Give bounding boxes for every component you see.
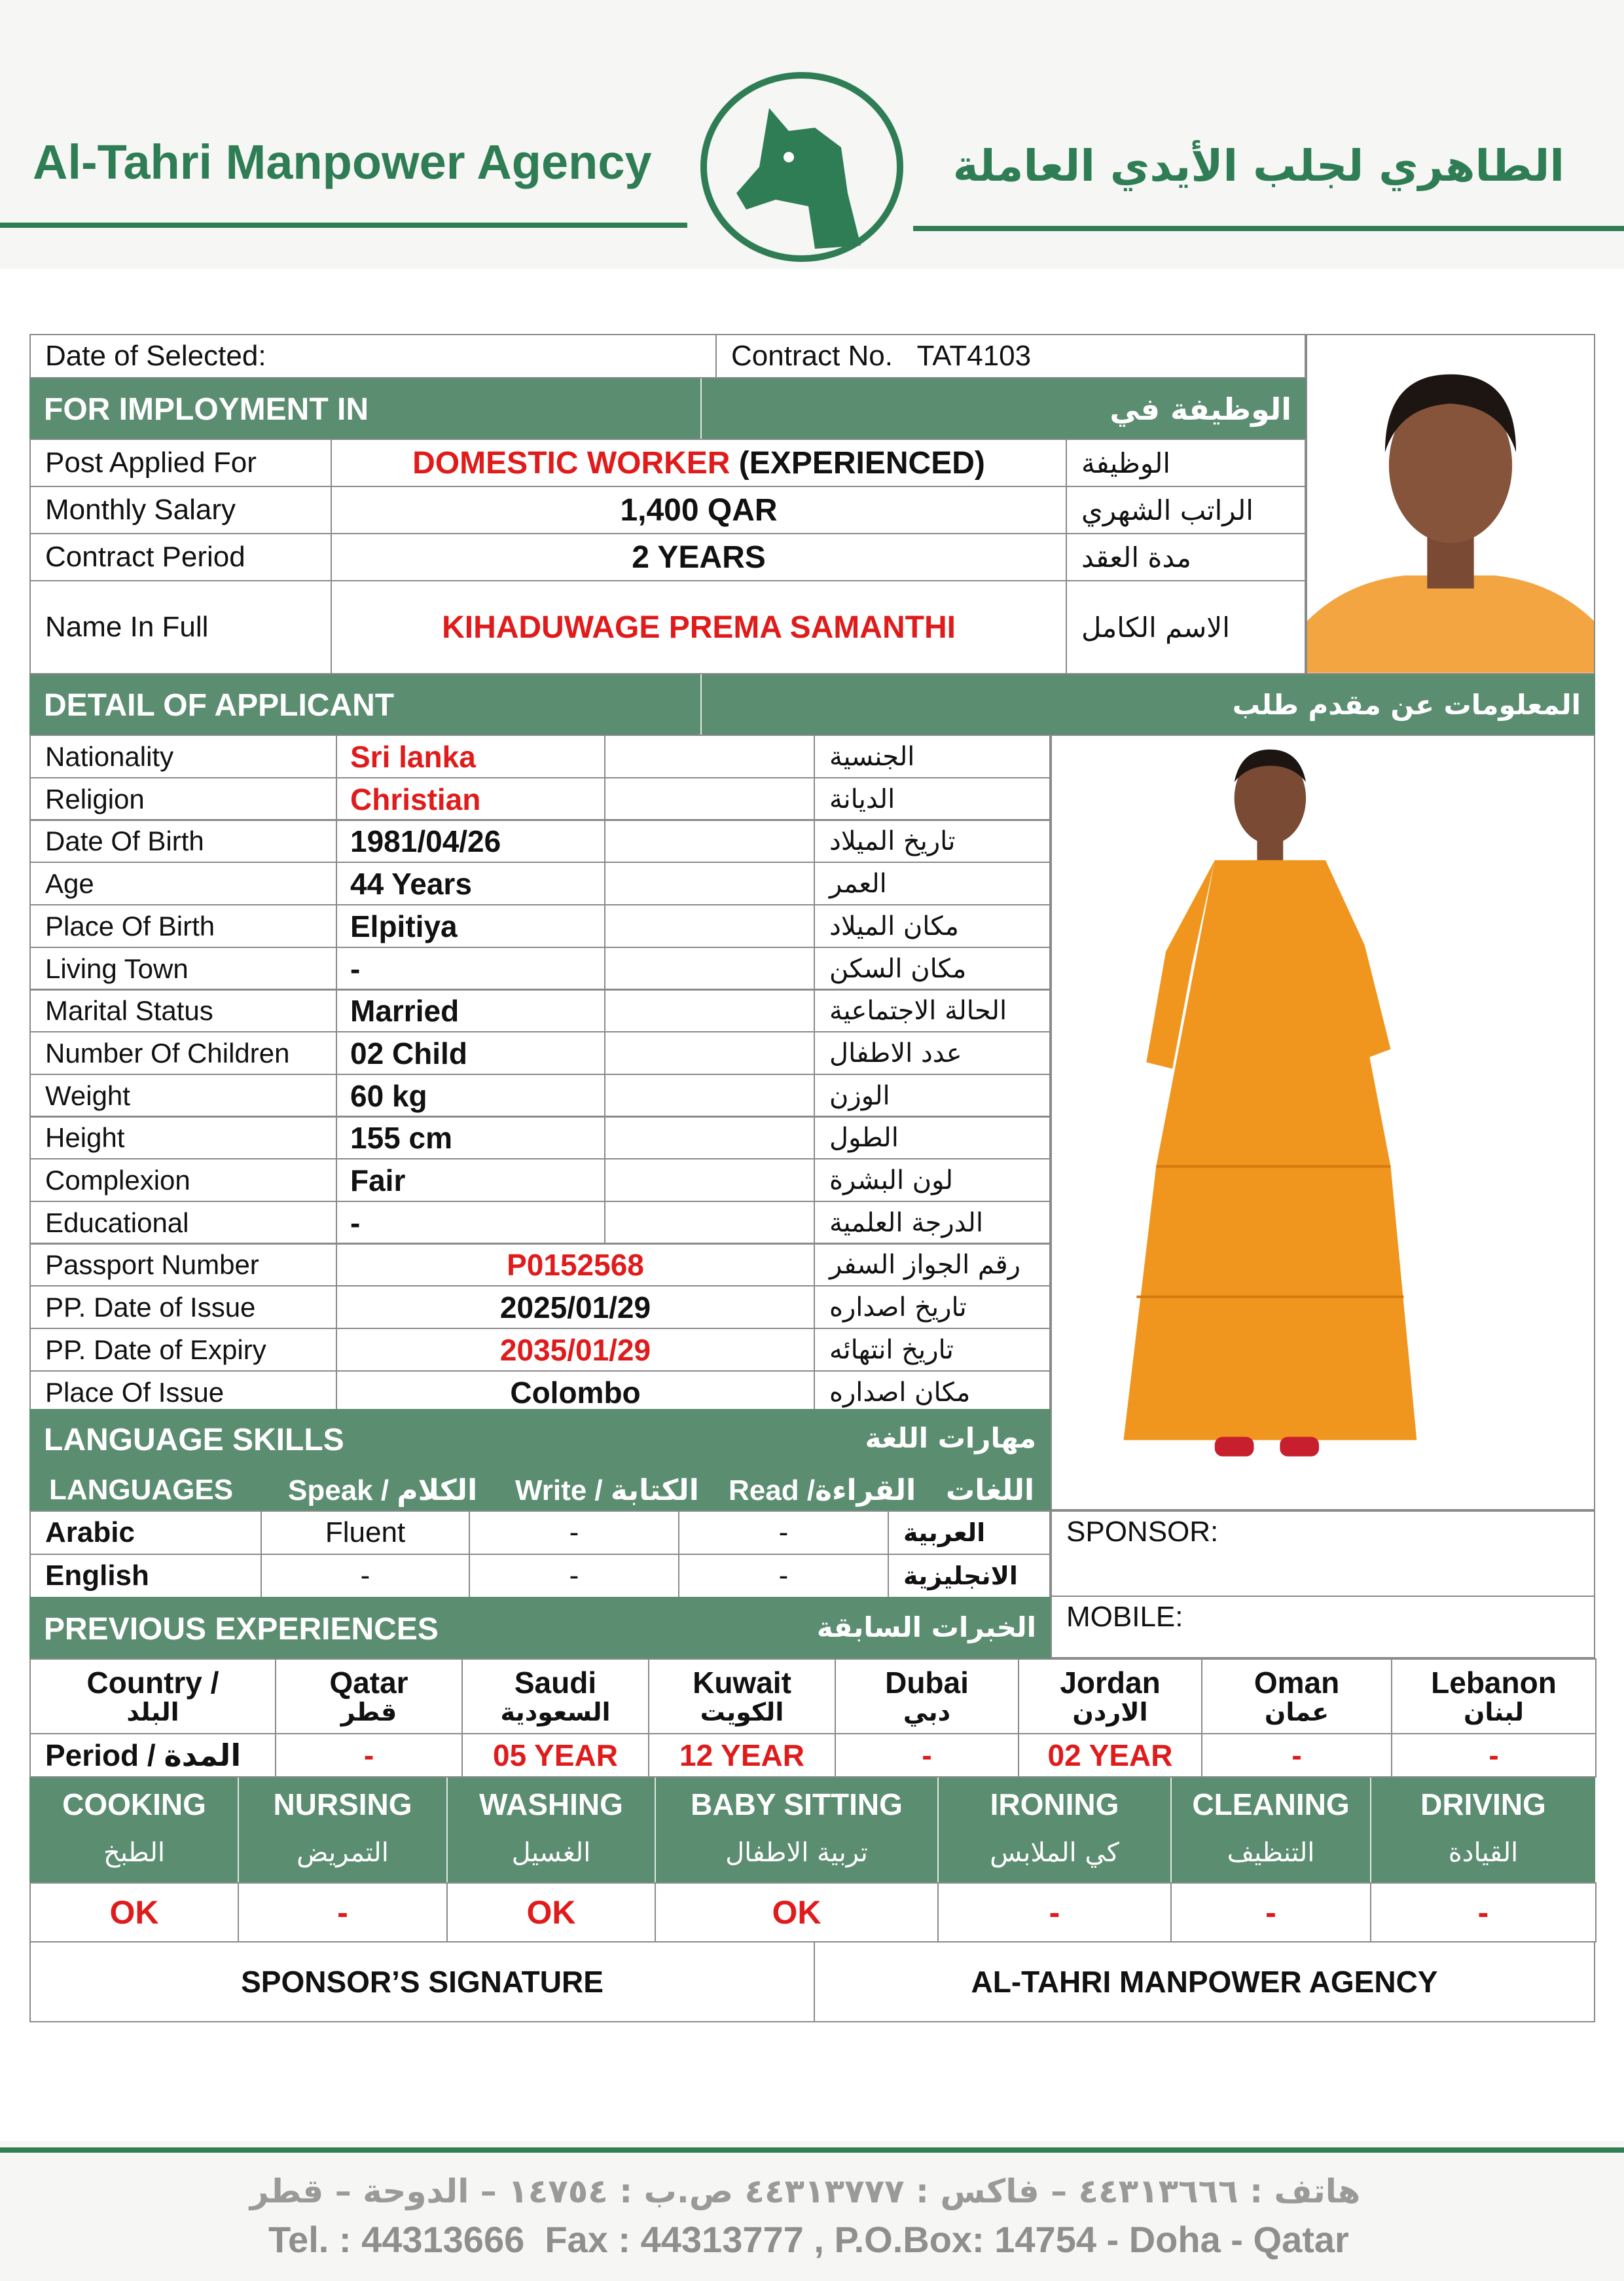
- monthly-salary-label: Monthly Salary: [29, 486, 332, 534]
- post-applied-label: Post Applied For: [29, 439, 332, 487]
- employment-header: [29, 378, 1306, 439]
- experience-period: -: [1391, 1733, 1597, 1778]
- footer: [0, 2141, 1624, 2281]
- language-read: -: [678, 1510, 889, 1555]
- language-title-en: LANGUAGE SKILLS: [44, 1423, 344, 1457]
- applicant-spacer: [604, 777, 815, 821]
- header-line-left: [0, 223, 687, 228]
- applicant-value: Fair: [336, 1158, 605, 1202]
- applicant-spacer: [604, 1201, 815, 1245]
- applicant-ar: الحالة الاجتماعية: [814, 989, 1051, 1032]
- applicant-value: -: [336, 947, 605, 991]
- language-speak: Fluent: [261, 1510, 470, 1555]
- footer-ar: هاتف : ٤٤٣١٣٦٦٦ – فاكس : ٤٤٣١٣٧٧٧ ص.ب : ١٤٧٥٤ – الدوحة – قطر: [249, 2172, 1361, 2210]
- applicant-ar: تاريخ انتهائه: [814, 1328, 1051, 1372]
- applicant-ar: الوزن: [814, 1074, 1051, 1118]
- applicant-ar: رقم الجواز السفر: [814, 1243, 1051, 1286]
- applicant-spacer: [604, 989, 815, 1032]
- applicant-value: Christian: [336, 777, 605, 821]
- country-ar: لبنان: [1464, 1698, 1524, 1727]
- lang-col-ar: اللغات: [946, 1474, 1035, 1507]
- applicant-value: Sri lanka: [336, 735, 605, 778]
- skill-ar: القيادة: [1448, 1838, 1519, 1868]
- country-en: Dubai: [885, 1665, 969, 1700]
- language-title-ar: مهارات اللغة: [865, 1422, 1036, 1454]
- post-applied-value: DOMESTIC WORKER (EXPERIENCED): [331, 439, 1067, 487]
- applicant-ar: الطول: [814, 1116, 1051, 1159]
- experience-title-en: PREVIOUS EXPERIENCES: [44, 1612, 439, 1647]
- country-ar: قطر: [340, 1698, 397, 1727]
- language-ar: العربية: [888, 1510, 1051, 1555]
- applicant-label: Educational: [29, 1201, 337, 1245]
- skill-value: -: [1370, 1882, 1597, 1943]
- skill-divider: [937, 1778, 939, 1882]
- applicant-label: Date Of Birth: [29, 819, 337, 863]
- experience-country: [648, 1658, 836, 1734]
- applicant-spacer: [604, 1116, 815, 1159]
- contract-period-value: 2 YEARS: [331, 533, 1067, 581]
- country-en: Kuwait: [693, 1665, 791, 1700]
- language-write: -: [469, 1554, 679, 1598]
- applicant-spacer: [604, 1158, 815, 1202]
- agency-signature: AL-TAHRI MANPOWER AGENCY: [814, 1941, 1595, 2022]
- skill-ar: التنظيف: [1227, 1838, 1315, 1868]
- experience-country: [1201, 1658, 1392, 1734]
- country-ar: الكويت: [700, 1698, 784, 1727]
- language-name: Arabic: [29, 1510, 262, 1555]
- country-en: Oman: [1254, 1665, 1340, 1700]
- footer-en: Tel. : 44313666 Fax : 44313777 , P.O.Box: 14754 - Doha - Qatar: [268, 2219, 1349, 2260]
- language-ar: الانجليزية: [888, 1554, 1051, 1598]
- language-name: English: [29, 1554, 262, 1598]
- agency-name-ar: الطاهري لجلب الأيدي العاملة: [952, 141, 1564, 191]
- applicant-title-ar: المعلومات عن مقدم طلب: [1232, 689, 1581, 721]
- applicant-label: PP. Date of Expiry: [29, 1328, 337, 1372]
- skill-divider: [446, 1778, 448, 1882]
- horse-logo: [697, 69, 907, 265]
- applicant-label: Number Of Children: [29, 1031, 337, 1075]
- employment-title-en: FOR IMPLOYMENT IN: [44, 392, 369, 427]
- applicant-label: Height: [29, 1116, 337, 1159]
- language-read: -: [678, 1554, 889, 1598]
- applicant-ar: الدرجة العلمية: [814, 1201, 1051, 1245]
- applicant-label: Weight: [29, 1074, 337, 1118]
- lang-col-write: Write / الكتابة: [515, 1474, 699, 1506]
- applicant-value: 02 Child: [336, 1031, 605, 1075]
- header: [0, 0, 1624, 268]
- skill-divider: [655, 1778, 656, 1882]
- experience-country: [275, 1658, 463, 1734]
- skill-value: -: [238, 1882, 448, 1943]
- skill-value: OK: [446, 1882, 656, 1943]
- applicant-value: -: [336, 1201, 605, 1245]
- applicant-ar: الجنسية: [814, 735, 1051, 778]
- experience-period: 05 YEAR: [461, 1733, 649, 1778]
- skill-ar: كي الملابس: [990, 1838, 1119, 1868]
- applicant-spacer: [604, 1031, 815, 1075]
- applicant-value: Married: [336, 989, 605, 1032]
- applicant-label: Passport Number: [29, 1243, 337, 1286]
- country-ar: دبي: [903, 1698, 951, 1727]
- skill-value: OK: [29, 1882, 239, 1943]
- experience-period: 12 YEAR: [648, 1733, 836, 1778]
- country-ar: السعودية: [500, 1698, 611, 1727]
- applicant-ar: عدد الاطفال: [814, 1031, 1051, 1075]
- applicant-spacer: [604, 904, 815, 948]
- applicant-spacer: [604, 819, 815, 863]
- applicant-value: Colombo: [336, 1370, 815, 1414]
- country-en: Lebanon: [1431, 1665, 1557, 1700]
- applicant-label: Age: [29, 862, 337, 905]
- skill-divider: [1370, 1778, 1371, 1882]
- contract-period-ar: مدة العقد: [1066, 533, 1306, 581]
- applicant-value: 44 Years: [336, 862, 605, 905]
- skill-en: WASHING: [479, 1787, 623, 1821]
- country-en: Qatar: [329, 1665, 408, 1700]
- applicant-ar: الديانة: [814, 777, 1051, 821]
- applicant-ar: العمر: [814, 862, 1051, 905]
- applicant-value: 60 kg: [336, 1074, 605, 1118]
- skill-value: OK: [655, 1882, 939, 1943]
- lang-col-languages: LANGUAGES: [49, 1474, 234, 1506]
- skill-en: NURSING: [273, 1787, 412, 1821]
- applicant-header: [29, 674, 1595, 735]
- applicant-label: Complexion: [29, 1158, 337, 1202]
- skill-ar: الغسيل: [511, 1838, 591, 1868]
- portrait-photo: [1306, 334, 1595, 674]
- mobile-field: MOBILE:: [1051, 1596, 1595, 1658]
- skill-value: -: [937, 1882, 1172, 1943]
- country-en: Saudi: [514, 1665, 597, 1700]
- applicant-label: Religion: [29, 777, 337, 821]
- sponsor-signature: SPONSOR’S SIGNATURE: [29, 1941, 815, 2022]
- full-name-ar: الاسم الكامل: [1066, 580, 1306, 674]
- experience-period: 02 YEAR: [1018, 1733, 1202, 1778]
- language-header: [29, 1409, 1051, 1468]
- header-line-right: [913, 226, 1624, 231]
- lang-col-speak: Speak / الكلام: [288, 1474, 478, 1506]
- applicant-ar: تاريخ الميلاد: [814, 819, 1051, 863]
- language-speak: -: [261, 1554, 470, 1598]
- experience-country: [1018, 1658, 1202, 1734]
- experience-country: [835, 1658, 1019, 1734]
- skill-en: BABY SITTING: [691, 1787, 903, 1821]
- experience-period: -: [1201, 1733, 1392, 1778]
- lang-col-read: Read /القراءة: [729, 1474, 916, 1506]
- applicant-ar: مكان الميلاد: [814, 904, 1051, 948]
- skill-divider: [1170, 1778, 1172, 1882]
- monthly-salary-value: 1,400 QAR: [331, 486, 1067, 534]
- applicant-value: 1981/04/26: [336, 819, 605, 863]
- footer-line: [0, 2147, 1624, 2153]
- skill-en: COOKING: [62, 1787, 206, 1821]
- experience-period: -: [835, 1733, 1019, 1778]
- applicant-value: 155 cm: [336, 1116, 605, 1159]
- monthly-salary-ar: الراتب الشهري: [1066, 486, 1306, 534]
- country-ar: الاردن: [1072, 1698, 1148, 1727]
- skill-en: DRIVING: [1420, 1787, 1546, 1821]
- skill-en: IRONING: [990, 1787, 1119, 1821]
- applicant-value: 2035/01/29: [336, 1328, 815, 1372]
- full-name-label: Name In Full: [29, 580, 332, 674]
- experience-period: -: [275, 1733, 463, 1778]
- applicant-spacer: [604, 862, 815, 905]
- applicant-ar: لون البشرة: [814, 1158, 1051, 1202]
- skill-ar: التمريض: [297, 1838, 389, 1868]
- experience-period: Period / المدة: [29, 1733, 276, 1778]
- experience-country: [29, 1658, 276, 1734]
- band-divider: [700, 378, 702, 439]
- agency-name-en: Al-Tahri Manpower Agency: [33, 135, 652, 189]
- applicant-label: Place Of Birth: [29, 904, 337, 948]
- contract-number: Contract No. TAT4103: [715, 334, 1306, 378]
- experience-country: [461, 1658, 649, 1734]
- applicant-spacer: [604, 1074, 815, 1118]
- applicant-value: P0152568: [336, 1243, 815, 1286]
- country-ar: عمان: [1264, 1698, 1329, 1727]
- country-ar: البلد: [126, 1698, 179, 1727]
- applicant-label: Place Of Issue: [29, 1370, 337, 1414]
- applicant-ar: تاريخ اصداره: [814, 1285, 1051, 1329]
- skill-divider: [238, 1778, 239, 1882]
- employment-title-ar: الوظيفة في: [1110, 392, 1291, 427]
- full-body-photo: [1051, 735, 1595, 1510]
- band-divider: [700, 674, 702, 735]
- applicant-title-en: DETAIL OF APPLICANT: [44, 688, 395, 723]
- language-write: -: [469, 1510, 679, 1555]
- applicant-spacer: [604, 947, 815, 991]
- experience-header: [29, 1597, 1051, 1658]
- applicant-value: 2025/01/29: [336, 1285, 815, 1329]
- country-en: Jordan: [1060, 1665, 1161, 1700]
- language-table-header: [29, 1468, 1051, 1511]
- skill-ar: تربية الاطفال: [725, 1838, 868, 1868]
- experience-title-ar: الخبرات السابقة: [816, 1611, 1036, 1643]
- applicant-value: Elpitiya: [336, 904, 605, 948]
- sponsor-field: SPONSOR:: [1051, 1510, 1595, 1597]
- applicant-ar: مكان اصداره: [814, 1370, 1051, 1414]
- applicant-label: PP. Date of Issue: [29, 1285, 337, 1329]
- applicant-spacer: [604, 735, 815, 778]
- date-of-selected: Date of Selected:: [29, 334, 717, 378]
- skill-ar: الطبخ: [103, 1838, 166, 1868]
- country-en: Country /: [86, 1665, 219, 1700]
- experience-country: [1391, 1658, 1597, 1734]
- skill-value: -: [1170, 1882, 1371, 1943]
- applicant-label: Nationality: [29, 735, 337, 778]
- applicant-ar: مكان السكن: [814, 947, 1051, 991]
- applicant-label: Marital Status: [29, 989, 337, 1032]
- full-name-value: KIHADUWAGE PREMA SAMANTHI: [331, 580, 1067, 674]
- applicant-label: Living Town: [29, 947, 337, 991]
- post-applied-ar: الوظيفة: [1066, 439, 1306, 487]
- contract-period-label: Contract Period: [29, 533, 332, 581]
- skill-en: CLEANING: [1192, 1787, 1350, 1821]
